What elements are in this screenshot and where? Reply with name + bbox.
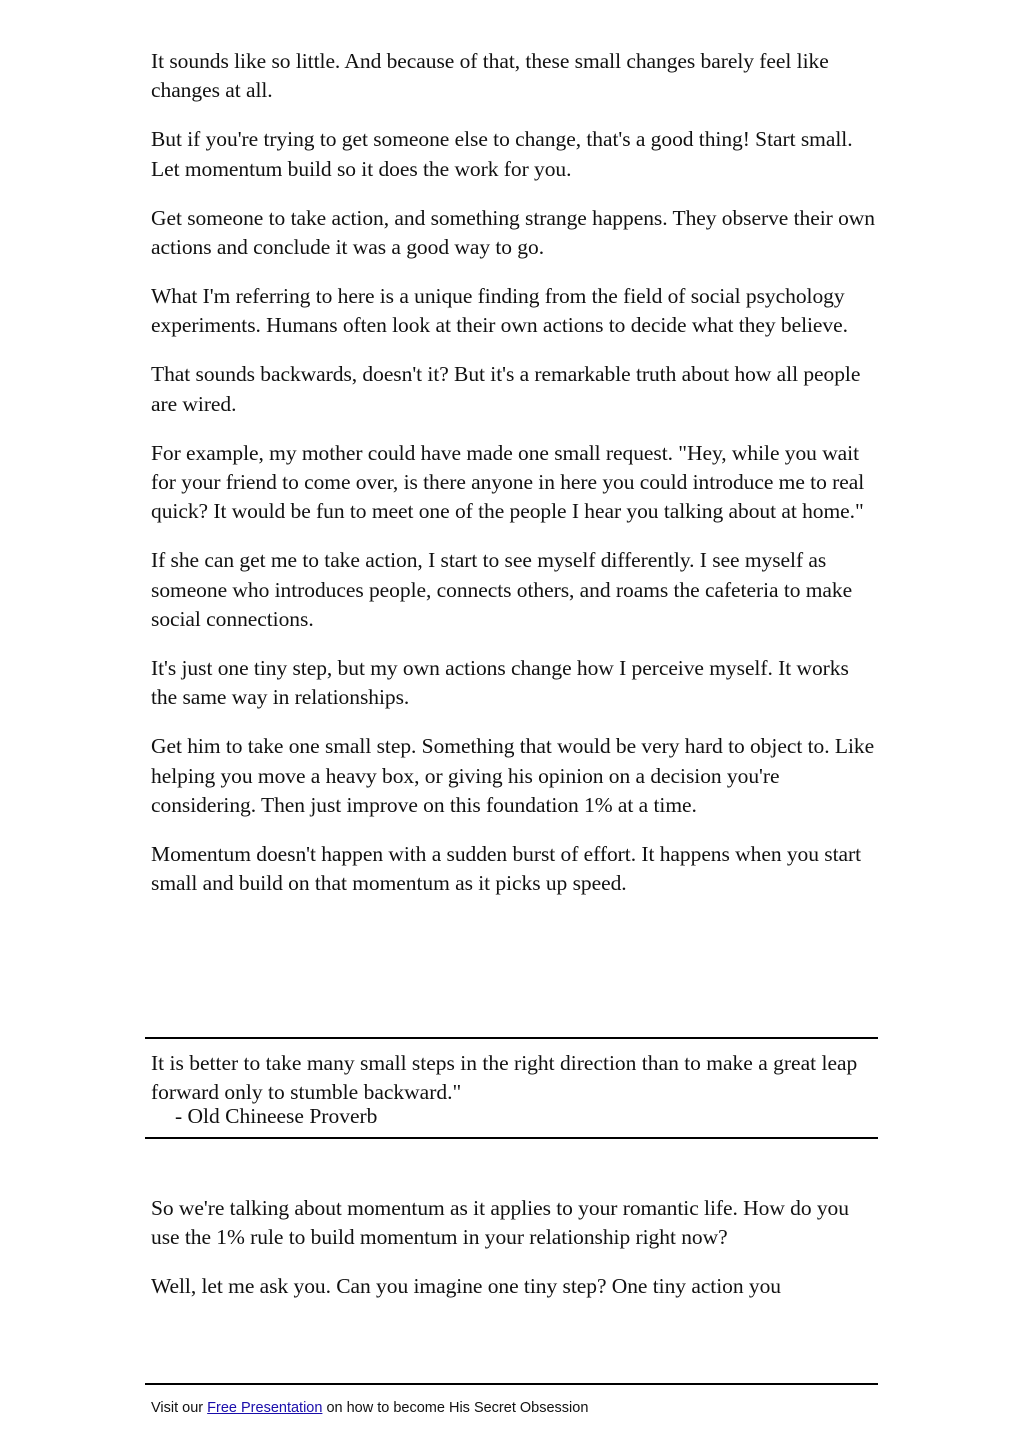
paragraph: It sounds like so little. And because of that, these small changes barely feel like changes at all. [151,49,829,103]
article-body [151,47,879,918]
paragraph: What I'm referring to here is a unique finding from the field of social psychology experiments. Humans often look at their own actions to decide what they believe. [151,283,848,338]
page-footer [151,1399,588,1417]
quote-attribution: - Old Chineese Proverb [175,1104,378,1128]
article-continuation [151,1194,879,1321]
footer-suffix: on how to become His Secret Obsession [322,1400,589,1416]
paragraph: So we're talking about momentum as it applies to your romantic life. How do you use the 1% rule to build momentum in your relationship right now? [151,1196,849,1250]
footer-prefix: Visit our [151,1400,208,1416]
paragraph: It's just one tiny step, but my own actions change how I perceive myself. It works the same way in relationships. [151,656,849,710]
paragraph: For example, my mother could have made one small request. "Hey, while you wait for your friend to come over, is there anyone in here you could introduce me to real quick? It would be fun to meet one of the people I hear you talking about at home." [151,440,865,524]
paragraph: If she can get me to take action, I start to see myself differently. I see myself as someone who introduces people, connects others, and roams the cafeteria to make social connections. [151,548,853,632]
footer-divider [145,1383,878,1385]
paragraph: But if you're trying to get someone else to change, that's a good thing! Start small. Let momentum build so it does the work for you. [151,127,853,181]
paragraph: Well, let me ask you. Can you imagine one tiny step? One tiny action you [151,1274,781,1299]
quote-text: It is better to take many small steps in the right direction than to make a great leap forward only to stumble backward." [151,1051,858,1105]
paragraph: Get someone to take action, and something strange happens. They observe their own actions and conclude it was a good way to go. [151,205,875,260]
paragraph: That sounds backwards, doesn't it? But it's a remarkable truth about how all people are wired. [151,362,861,416]
free-presentation-link[interactable]: Free Presentation [207,1400,323,1416]
paragraph: Momentum doesn't happen with a sudden burst of effort. It happens when you start small and build on that momentum as it picks up speed. [151,842,862,896]
pull-quote [145,1037,878,1139]
paragraph: Get him to take one small step. Something that would be very hard to object to. Like helping you move a heavy box, or giving his opinion on a decision you're considering. Then just improve on this foundation 1% at a time. [151,734,875,818]
